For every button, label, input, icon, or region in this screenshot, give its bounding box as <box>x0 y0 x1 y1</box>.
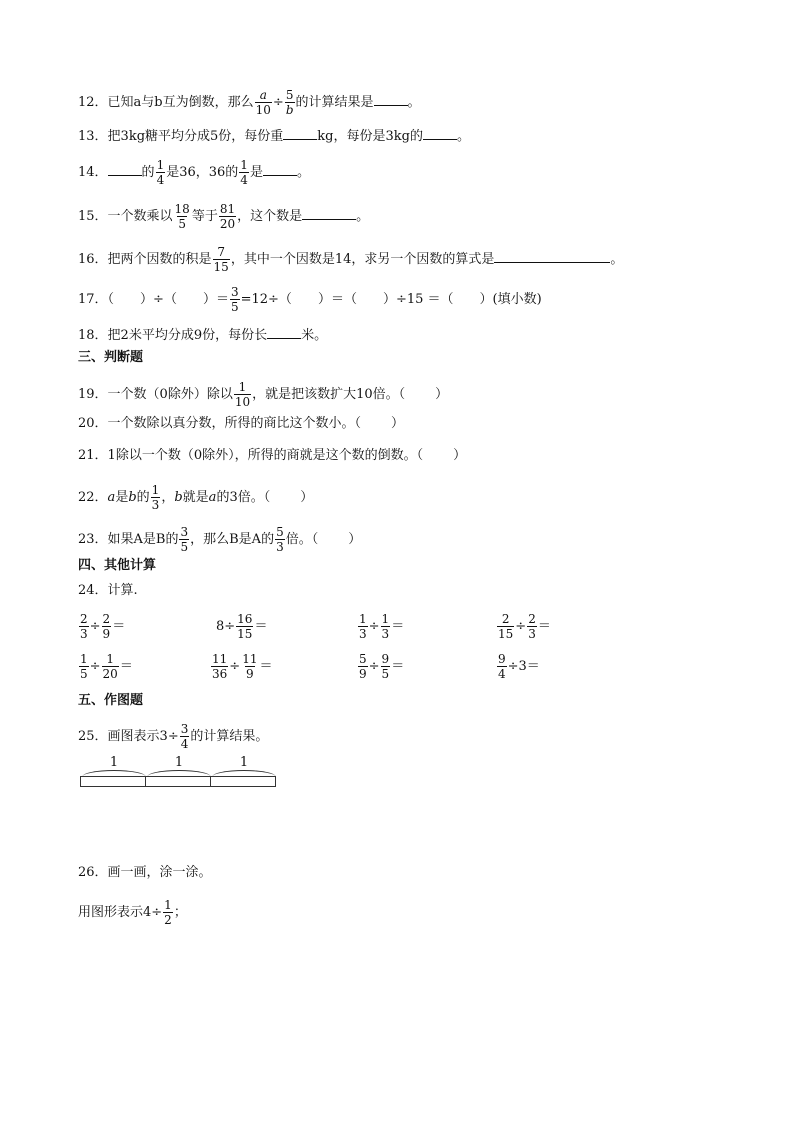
section-heading: 三、判断题 <box>78 350 144 365</box>
bar-segment <box>211 777 275 786</box>
calc-item: $\frac{1}{5}$ ÷ $\frac{1}{20}$ ＝ <box>80 652 133 681</box>
answer-blank[interactable] <box>374 92 408 106</box>
question-12: 12．已知a与b互为倒数，那么 $\frac{a}{10}$ ÷ $\frac{5}{b}$ 的计算结果是 。 <box>78 88 421 117</box>
calc-item: $\frac{2}{15}$ ÷ $\frac{2}{3}$ ＝ <box>498 612 551 641</box>
question-13: 13．把3kg糖平均分成5份，每份重 kg，每份是3kg的 。 <box>78 126 470 146</box>
bar-segment <box>81 777 146 786</box>
question-26-prompt: 用图形表示4÷ $\frac{1}{2}$ ； <box>78 898 187 927</box>
section-heading: 四、其他计算 <box>78 558 157 573</box>
answer-blank[interactable] <box>302 206 356 220</box>
fraction: $\frac{1}{4}$ <box>240 158 248 187</box>
question-14: 14． 的 $\frac{1}{4}$ 是36，36的 $\frac{1}{4}$ 是 。 <box>78 158 310 187</box>
calc-item: 8÷ $\frac{16}{15}$ ＝ <box>216 612 268 641</box>
question-24: 24．计算. <box>78 583 138 598</box>
question-22: 22．a是b的 $\frac{1}{3}$ ，b就是a的3倍。（ ） <box>78 483 314 512</box>
question-17: 17．（ ）÷（ ）＝ $\frac{3}{5}$ =12÷（ ）＝（ ）÷15 ＝（ ）(填小数) <box>78 285 542 314</box>
question-26: 26．画一画，涂一涂。 <box>78 865 212 880</box>
calc-item: $\frac{11}{36}$ ÷ $\frac{11}{9}$ ＝ <box>212 652 273 681</box>
fraction: $\frac{a}{10}$ <box>255 88 271 117</box>
question-21: 21．1除以一个数（0除外），所得的商就是这个数的倒数。（ ） <box>78 448 467 463</box>
answer-blank[interactable] <box>263 162 297 176</box>
question-25: 25．画图表示3÷ $\frac{3}{4}$ 的计算结果。 <box>78 722 269 751</box>
segment-label: 1 <box>212 756 276 777</box>
answer-blank[interactable] <box>267 325 301 339</box>
segment-label: 1 <box>82 756 146 777</box>
calc-item: $\frac{5}{9}$ ÷ $\frac{9}{5}$ ＝ <box>359 652 405 681</box>
question-23: 23．如果A是B的 $\frac{3}{5}$ ，那么B是A的 $\frac{5}{3}$ 倍。（ ） <box>78 525 362 554</box>
question-15: 15．一个数乘以 $\frac{18}{5}$ 等于 $\frac{81}{20}$ ，这个数是 。 <box>78 202 370 231</box>
answer-blank[interactable] <box>108 162 142 176</box>
fraction: $\frac{1}{2}$ <box>164 898 172 927</box>
calc-item: $\frac{9}{4}$ ÷3＝ <box>498 652 540 681</box>
question-16: 16．把两个因数的积是 $\frac{7}{15}$ ，其中一个因数是14，求另一个因数的算式是 。 <box>78 245 624 274</box>
fraction: $\frac{18}{5}$ <box>174 202 190 231</box>
question-20: 20．一个数除以真分数，所得的商比这个数小。（ ） <box>78 416 405 431</box>
fraction: $\frac{1}{4}$ <box>156 158 165 187</box>
answer-blank[interactable] <box>494 249 610 263</box>
fraction: $\frac{81}{20}$ <box>219 202 236 231</box>
answer-blank[interactable] <box>283 126 317 140</box>
calc-item: $\frac{1}{3}$ ÷ $\frac{1}{3}$ ＝ <box>359 612 405 641</box>
fraction: $\frac{3}{5}$ <box>230 285 239 314</box>
section-heading: 五、作图题 <box>78 693 144 708</box>
segment-label: 1 <box>147 756 211 777</box>
fraction: $\frac{3}{5}$ <box>180 525 189 554</box>
calc-item: $\frac{2}{3}$ ÷ $\frac{2}{9}$ ＝ <box>80 612 126 641</box>
fraction: $\frac{1}{10}$ <box>234 380 251 409</box>
question-18: 18．把2米平均分成9份，每份长 米。 <box>78 325 327 345</box>
answer-blank[interactable] <box>423 126 457 140</box>
bar-segment <box>146 777 211 786</box>
fraction: $\frac{5}{3}$ <box>276 525 284 554</box>
fraction: $\frac{3}{4}$ <box>180 722 189 751</box>
fraction: $\frac{7}{15}$ <box>213 245 229 274</box>
fraction: $\frac{5}{b}$ <box>285 88 294 117</box>
fraction: $\frac{1}{3}$ <box>151 483 160 512</box>
segment-bar <box>80 776 276 787</box>
question-19: 19．一个数（0除外）除以 $\frac{1}{10}$ ，就是把该数扩大10倍。（ ） <box>78 380 449 409</box>
